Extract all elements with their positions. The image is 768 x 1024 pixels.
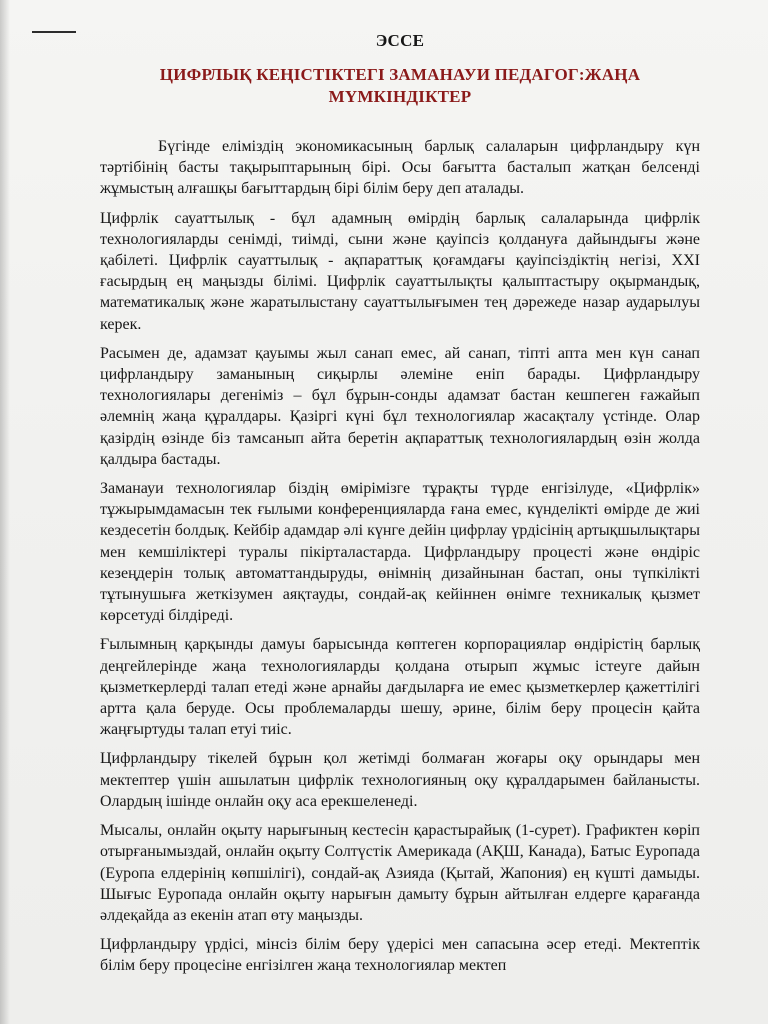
top-margin-dash xyxy=(32,31,76,33)
document-body xyxy=(100,30,700,985)
paragraph-4: Заманауи технологиялар біздің өмірімізге тұрақты түрде енгізілуде, «Цифрлік» тұжырымдамасын тек ғылыми конференцияларда ғана емес, күнделікті өмірде де жиі кездесетін болдық. Кейбір адамдар әлі күнге дейін цифрлау үрдісінің артықшылықтары мен кемшіліктері туралы пікірталастарда. Цифрландыру процесті және өндіріс кезеңдерін толық автоматтандыруды, өнімнің дизайнынан бастап, оны түпкілікті тұтынушыға жеткізумен аяқтауды, сондай-ақ кейіннен өнімге техникалық қызмет көрсетуді білдіреді. xyxy=(100,480,700,625)
paragraph-3: Расымен де, адамзат қауымы жыл санап емес, ай санап, тіпті апта мен күн санап цифрландыру заманының сиқырлы әлеміне еніп барады. Цифрландыру технологиялары дегеніміз – бұл бұрын-сонды адамзат бастан кешпеген ғажайып әлемнің жаңа құралдары. Қазіргі күні бұл технологиялар жасақталу үстінде. Олар қазірдің өзінде біз тамсанып айта беретін ақпараттық технологиялардың өзін жолда қалдыра бастады. xyxy=(100,344,700,468)
paragraph-1: Бүгінде еліміздің экономикасының барлық салаларын цифрландыру күн тәртібінің басты тақырыптарының бірі. Осы бағытта басталып жатқан белсенді жұмыстың алғашқы бағыттардың бірі білім беру деп аталады. xyxy=(100,138,700,198)
paragraph-2: Цифрлік сауаттылық - бұл адамның өмірдің барлық салаларында цифрлік технологияларды сенімді, тиімді, сыни және қауіпсіз қолдануға дайындығы және қабілеті. Цифрлік сауаттылық - ақпараттық қоғамдағы қауіпсіздіктің негізі, XXI ғасырдың ең маңызды білімі. Цифрлік сауаттылықты қалыптастыру оқырмандық, математикалық және жаратылыстану сауаттылығымен тең дәрежеде назар аударылуы керек. xyxy=(100,209,700,333)
paragraph-6: Цифрландыру тікелей бұрын қол жетімді болмаған жоғары оқу орындары мен мектептер үшін ашылатын цифрлік технологияның оқу құралдарымен байланысты. Олардың ішінде онлайн оқу аса ерекшеленеді. xyxy=(100,750,700,810)
paragraph-5: Ғылымның қарқынды дамуы барысында көптеген корпорациялар өндірістің барлық деңгейлерінде жаңа технологияларды қолдана отырып жұмыс істеуге дайын қызметкерлерді талап етеді және арнайы дағдыларға ие емес қызметкерлер қажеттілігі артта қала беруде. Осы проблемаларды шешу, әрине, білім беру процесін қайта жаңғыртуды талап етуі тиіс. xyxy=(100,636,700,739)
paragraph-7: Мысалы, онлайн оқыту нарығының кестесін қарастырайық (1-сурет). Графиктен көріп отырғанымыздай, онлайн оқыту Солтүстік Америкада (АҚШ, Канада), Батыс Еуропада (Еуропа елдерінің көпшілігі), сондай-ақ Азияда (Қытай, Жапония) ең күшті дамыды. Шығыс Еуропада онлайн оқыту нарығын дамыту бұрын айтылған елдерге қарағанда әлдеқайда аз екенін атап өту маңызды. xyxy=(100,822,700,924)
document-title: ЦИФРЛЫҚ КЕҢІСТІКТЕГІ ЗАМАНАУИ ПЕДАГОГ:ЖАҢА МҮМКІНДІКТЕР xyxy=(159,65,641,106)
page-edge-shadow xyxy=(0,0,10,1024)
paragraph-8: Цифрландыру үрдісі, мінсіз білім беру үдерісі мен сапасына әсер етеді. Мектептік білім беру процесіне енгізілген жаңа технологиялар мектеп xyxy=(100,936,700,975)
document-label: ЭССЕ xyxy=(375,31,425,50)
